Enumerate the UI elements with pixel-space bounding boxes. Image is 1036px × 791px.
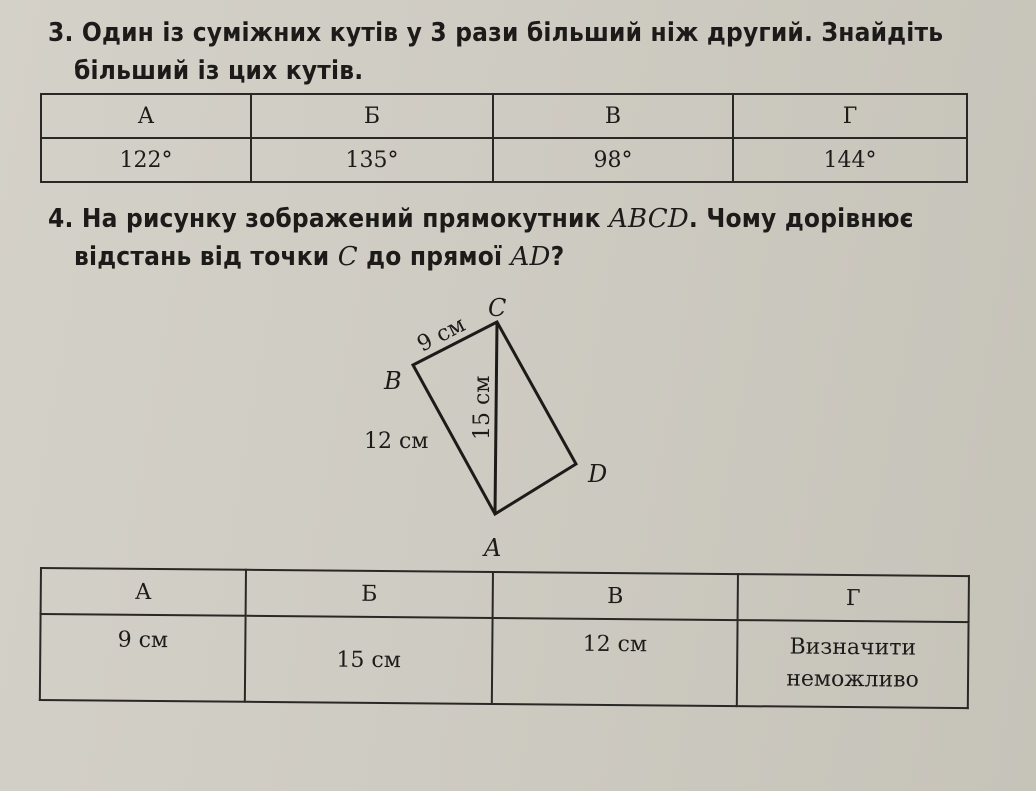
option-g-value-line-2: неможливо [786,666,919,693]
option-v-header: В [493,94,733,138]
side-bc-length: 9 см [413,312,470,358]
question-3-text-1: Один із суміжних кутів у 3 рази більший ніж другий. Знайдіть [81,18,944,48]
question-4-number: 4. [48,204,74,234]
option-b-value: 15 см [245,616,493,704]
option-a-value: 122° [41,138,251,182]
answer-table-q4-value-row [40,614,969,708]
option-g-header: Г [738,574,969,622]
question-3 [48,14,943,90]
question-4-text-4: до прямої [357,242,511,272]
question-3-line-1 [48,14,943,52]
question-3-number: 3. [48,18,74,48]
option-b-value: 135° [251,138,493,182]
question-3-text-2: більший із цих кутів. [74,56,364,86]
answer-table-q3-value-row [41,138,967,182]
answer-table-q3 [40,93,968,183]
option-v-value: 98° [493,138,733,182]
vertex-c-label: C [488,294,507,322]
question-4-text-2: . Чому дорівнює [688,204,914,234]
question-3-line-2 [48,52,943,90]
vertex-b-label: B [384,367,402,395]
option-v-header: В [493,572,738,620]
option-a-header: А [41,94,251,138]
option-g-value: 144° [733,138,967,182]
question-4-text-3: відстань від точки [74,242,338,272]
question-4-text-1: На рисунку зображений прямокутник [81,204,610,234]
vertex-d-label: D [588,460,608,488]
answer-table-q3-header-row [41,94,967,138]
question-4-line-1 [48,200,914,238]
diagonal-ac [495,322,497,514]
rectangle-figure [340,290,660,570]
question-4-line-2 [48,238,914,276]
rectangle-name: ABCD [609,204,689,234]
question-4-text-5: ? [550,242,565,272]
option-v-value: 12 см [492,618,738,706]
vertex-a-label: A [484,534,502,562]
point-name: C [337,242,358,272]
option-b-header: Б [251,94,493,138]
answer-table-q4-header-row [41,568,969,622]
diagonal-ac-length: 15 см [470,375,495,440]
option-g-value-line-1: Визначити [789,634,917,661]
option-a-header: А [41,568,246,616]
option-a-value: 9 см [40,614,246,702]
option-g-header: Г [733,94,967,138]
option-g-value [737,620,969,708]
answer-table-q4 [39,567,970,709]
question-4 [48,200,914,276]
line-name: AD [510,242,551,272]
side-ab-length: 12 см [364,429,429,454]
option-b-header: Б [246,570,493,618]
